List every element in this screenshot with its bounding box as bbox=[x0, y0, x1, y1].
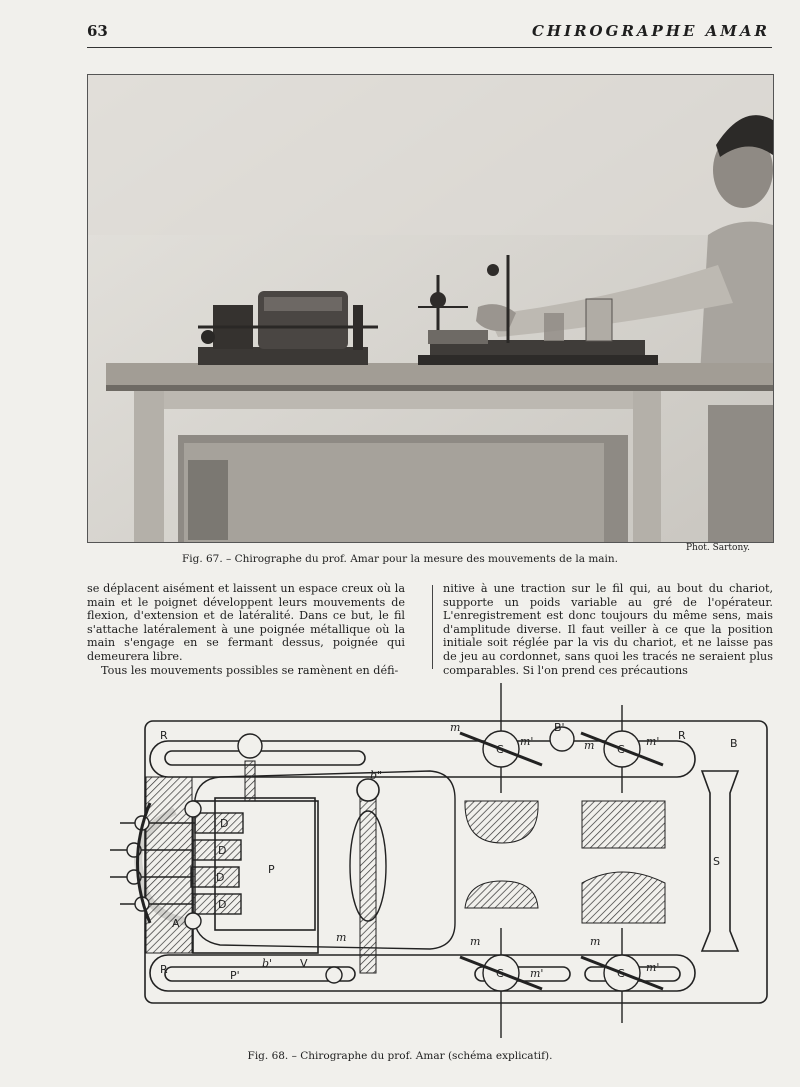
label-A: A bbox=[172, 917, 180, 930]
figure-67-caption: Fig. 67. – Chirographe du prof. Amar pour la mesure des mouvements de la main. bbox=[181, 553, 619, 565]
header-rule bbox=[87, 47, 772, 48]
label-P: P bbox=[268, 863, 275, 876]
label-C-2: C bbox=[617, 743, 625, 756]
label-B: B bbox=[730, 737, 738, 750]
label-C-3: C bbox=[496, 967, 504, 980]
label-R-top: R bbox=[160, 729, 168, 742]
page-number: 63 bbox=[87, 22, 108, 40]
label-R-right: R bbox=[678, 729, 686, 742]
label-C-1: C bbox=[496, 743, 504, 756]
left-paragraph-1: se déplacent aisément et laissent un espace creux où la main et le poignet développent leurs mouvements de flexion, d'extension et de latéralité. Dans ce but, le fil s'attache latéralement à une poignée métallique où la main s'engage en se fermant dessus, poignée qui demeurera libre. bbox=[87, 582, 405, 663]
label-D-2: D bbox=[218, 844, 227, 857]
label-m-1: m bbox=[450, 721, 461, 734]
photo-credit: Phot. Sartony. bbox=[685, 543, 750, 553]
text-column-left bbox=[87, 582, 405, 677]
label-m-prime-3: m' bbox=[530, 967, 544, 980]
label-C-4: C bbox=[617, 967, 625, 980]
right-paragraph-1: nitive à une traction sur le fil qui, au bout du chariot, supporte un poids variable au gré de l'opérateur. L'enregistrement est donc toujours du même sens, mais d'amplitude diverse. Il faut veiller à ce que la position initiale soit réglée par la vis du chariot, et ne laisse pas de jeu au cordonnet, sans quoi les tracés ne seraient plus comparables. Si l'on prend ces précautions bbox=[443, 582, 773, 677]
label-D-4: D bbox=[218, 898, 227, 911]
label-B-prime: B' bbox=[554, 721, 565, 734]
left-paragraph-2: Tous les mouvements possibles se ramènent en défi- bbox=[101, 663, 399, 677]
figure-68-caption: Fig. 68. – Chirographe du prof. Amar (schéma explicatif). bbox=[247, 1050, 553, 1062]
figure-67-photo bbox=[87, 74, 774, 543]
label-b-second: b" bbox=[370, 769, 383, 782]
label-m-3: m bbox=[470, 935, 481, 948]
column-divider bbox=[432, 585, 433, 669]
label-m-5: m bbox=[336, 931, 347, 944]
label-m-prime-4: m' bbox=[646, 961, 660, 974]
label-R-bottom: R bbox=[160, 963, 168, 976]
text-column-right bbox=[443, 582, 773, 677]
label-V: V bbox=[300, 957, 308, 970]
figure-68-schematic bbox=[90, 683, 780, 1043]
schematic-drawing bbox=[90, 683, 780, 1043]
label-b-prime: b' bbox=[262, 957, 273, 970]
label-m-prime-1: m' bbox=[520, 735, 534, 748]
label-D-3: D bbox=[216, 871, 225, 884]
photo-drawing bbox=[88, 75, 773, 542]
label-m-4: m bbox=[590, 935, 601, 948]
running-title: CHIROGRAPHE AMAR bbox=[531, 22, 770, 40]
label-m-2: m bbox=[584, 739, 595, 752]
label-D-1: D bbox=[220, 817, 229, 830]
label-P-prime: P' bbox=[230, 969, 240, 982]
label-m-prime-2: m' bbox=[646, 735, 660, 748]
label-S: S bbox=[713, 855, 720, 868]
